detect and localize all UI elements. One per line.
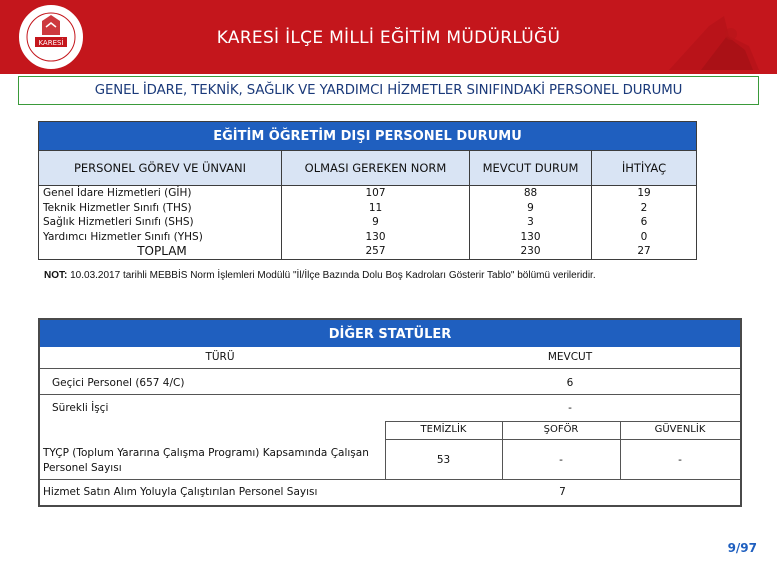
table1-title: EĞİTİM ÖĞRETİM DIŞI PERSONEL DURUMU xyxy=(39,122,697,151)
row-mevcut: 3 xyxy=(470,215,592,230)
col-header-ihtiyac: İHTİYAÇ xyxy=(592,151,697,186)
total-mevcut: 230 xyxy=(470,244,592,259)
row-ihtiyac: 2 xyxy=(592,201,697,216)
table-row xyxy=(39,201,697,216)
col-header-mevcut: MEVCUT DURUM xyxy=(470,151,592,186)
section-subtitle: GENEL İDARE, TEKNİK, SAĞLIK VE YARDIMCI HİZMETLER SINIFINDAKİ PERSONEL DURUMU xyxy=(94,83,683,98)
row-label-gecici: Geçici Personel (657 4/C) xyxy=(52,377,185,389)
row-label-hizmet: Hizmet Satın Alım Yoluyla Çalıştırılan Personel Sayısı xyxy=(43,486,318,498)
row-norm: 130 xyxy=(282,230,470,245)
row-mevcut: 9 xyxy=(470,201,592,216)
row-name: Teknik Hizmetler Sınıfı (THS) xyxy=(39,201,282,216)
row-norm: 107 xyxy=(282,186,470,201)
table-row xyxy=(39,215,697,230)
page-number: 9/97 xyxy=(727,541,757,555)
tycp-guvenlik: - xyxy=(678,454,682,466)
row-name: Sağlık Hizmetleri Sınıfı (SHS) xyxy=(39,215,282,230)
divider xyxy=(40,479,740,480)
total-label: TOPLAM xyxy=(39,244,282,259)
col-header-gorev: PERSONEL GÖREV VE ÜNVANI xyxy=(39,151,282,186)
subtitle-box xyxy=(18,76,759,105)
col-header-tur: TÜRÜ xyxy=(205,351,235,363)
row-name: Genel İdare Hizmetleri (GİH) xyxy=(39,186,282,201)
subcol-guvenlik: GÜVENLİK xyxy=(654,424,706,435)
divider xyxy=(385,421,740,422)
subcol-sofor: ŞOFÖR xyxy=(543,424,579,435)
row-norm: 9 xyxy=(282,215,470,230)
row-label-tycp: TYÇP (Toplum Yararına Çalışma Programı) Kapsamında Çalışan Personel Sayısı xyxy=(43,447,369,474)
page-header-title: KARESİ İLÇE MİLLİ EĞİTİM MÜDÜRLÜĞÜ xyxy=(216,28,561,48)
row-name: Yardımcı Hizmetler Sınıfı (YHS) xyxy=(39,230,282,245)
source-note xyxy=(44,270,596,281)
personnel-status-table xyxy=(38,121,697,260)
total-norm: 257 xyxy=(282,244,470,259)
col-header-norm: OLMASI GEREKEN NORM xyxy=(282,151,470,186)
note-text: 10.03.2017 tarihli MEBBİS Norm İşlemleri Modülü "İl/İlçe Bazında Dolu Boş Kadroları Gösterir Tablo" bölümü verileridir. xyxy=(67,270,596,281)
tycp-sofor: - xyxy=(559,454,563,466)
table2-title: DİĞER STATÜLER xyxy=(40,320,740,347)
row-ihtiyac: 6 xyxy=(592,215,697,230)
total-ihtiyac: 27 xyxy=(592,244,697,259)
divider xyxy=(40,394,740,395)
row-norm: 11 xyxy=(282,201,470,216)
row-value-hizmet: 7 xyxy=(559,486,566,498)
table-row xyxy=(39,230,697,245)
divider xyxy=(385,439,740,440)
header-bar xyxy=(0,0,777,74)
row-label-surekli: Sürekli İşçi xyxy=(52,402,109,414)
row-mevcut: 130 xyxy=(470,230,592,245)
other-status-table xyxy=(38,318,742,507)
col-header-mevcut: MEVCUT xyxy=(547,351,593,363)
row-mevcut: 88 xyxy=(470,186,592,201)
note-label: NOT: xyxy=(44,270,68,281)
table-row xyxy=(39,186,697,201)
svg-text:KARESİ: KARESİ xyxy=(38,39,64,47)
row-value-surekli: - xyxy=(568,402,572,414)
tycp-temizlik: 53 xyxy=(436,454,451,466)
row-value-gecici: 6 xyxy=(566,377,574,389)
total-row xyxy=(39,244,697,259)
row-ihtiyac: 19 xyxy=(592,186,697,201)
subcol-temizlik: TEMİZLİK xyxy=(420,424,467,435)
crescent-star-icon xyxy=(649,6,759,70)
divider xyxy=(40,368,740,369)
row-ihtiyac: 0 xyxy=(592,230,697,245)
